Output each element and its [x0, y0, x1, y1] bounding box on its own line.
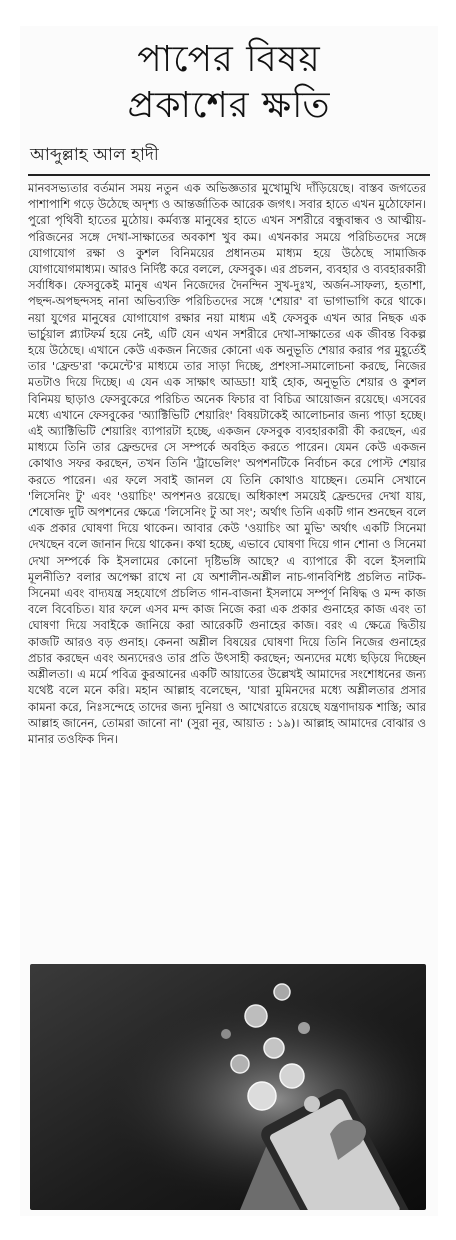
photo-illustration: [30, 964, 426, 1210]
headline-line-1: পাপের বিষয়: [137, 39, 321, 80]
byline-rule: [28, 174, 430, 176]
angry-face-icon: [231, 1055, 249, 1073]
sad-face-icon: [280, 1064, 304, 1088]
smiley-icon: [264, 1038, 284, 1058]
article-body: মানবসভ্যতার বর্তমান সময় নতুন এক অভিজ্ঞতার মুখোমুখি দাঁড়িয়েছে। বাস্তব জগতের পাশাপাশি গড়ে উঠেছে অদৃশ্য ও আন্তর্জাতিক আরেক জগৎ। সবার হাতে এখন মুঠোফোন। পুরো পৃথিবী হাতের মুঠোয়। কর্মব্যস্ত মানুষের হাতে এখন সশরীরে বন্ধুবান্ধব ও আত্মীয়-পরিজনের সঙ্গে দেখা-সাক্ষাতের অবকাশ খুব কম। এখনকার সময়ে পরিচিতদের সঙ্গে যোগাযোগ রক্ষা ও কুশল বিনিময়ের প্রধানতম মাধ্যম হয়ে উঠেছে সামাজিক যোগাযোগমাধ্যম। আরও নির্দিষ্ট করে বললে, ফেসবুক। এর প্রচলন, ব্যবহার ও ব্যবহারকারী সর্বাধিক। ফেসবুকেই মানুষ এখন নিজেদের দৈনন্দিন সুখ-দুঃখ, অর্জন-সাফল্য, হতাশা, পছন্দ-অপছন্দসহ নানা অভিব্যক্তি পরিচিতদের সঙ্গে 'শেয়ার' বা ভাগাভাগি করে থাকে। নয়া যুগের মানুষের যোগাযোগ রক্ষার নয়া মাধ্যম এই ফেসবুক এখন আর নিছক এক ভার্চুয়াল প্ল্যাটফর্ম হয়ে নেই, এটি যেন এখন সশরীরে দেখা-সাক্ষাতের এক জীবন্ত বিকল্প হয়ে উঠেছে। এখানে কেউ একজন নিজের কোনো এক অনুভূতি শেয়ার করার পর মুহূর্তেই তার 'ফ্রেন্ড'রা 'কমেন্টে'র মাধ্যমে তার সাড়া দিচ্ছে, প্রশংসা-সমালোচনা করছে, নিজের মতটাও দিয়ে দিচ্ছে। এ যেন এক সাক্ষাৎ আড্ডা! যাই হোক, অনুভূতি শেয়ার ও কুশল বিনিময় ছাড়াও ফেসবুকেরে পরিচিত অনেক ফিচার বা বিচিত্র আয়োজন রয়েছে। এসবের মধ্যে এখানে ফেসবুকের 'অ্যাক্টিভিটি শেয়ারিং' বিষয়টাকেই আলোচনার জন্য পাড়া হচ্ছে। এই অ্যাক্টিভিটি শেয়ারিং ব্যাপারটা হচ্ছে, একজন ফেসবুক ব্যবহারকারী কী করছেন, এর মাধ্যমে তিনি তার ফ্রেন্ডদের সে সম্পর্কে অবহিত করতে পারেন। যেমন কেউ একজন কোথাও সফর করছেন, তখন তিনি 'ট্রাভেলিং' অপশনটিকে নির্বাচন করে পোস্ট শেয়ার করতে পারেন। এর ফলে সবাই জানল যে তিনি কোথাও যাচ্ছেন। তেমনি সেখানে 'লিসেনিং টু' এবং 'ওয়াচিং' অপশনও রয়েছে। অধিকাংশ সময়েই ফ্রেন্ডদের দেখা যায়, শেষোক্ত দুটি অপশনের ক্ষেত্রে 'লিসেনিং টু আ সং'; অর্থাৎ তিনি একটি গান শুনছেন বলে এক প্রকার ঘোষণা দিয়ে থাকেন। আবার কেউ 'ওয়াচিং আ মুভি' অর্থাৎ একটি সিনেমা দেখছেন বলে জানান দিয়ে থাকেন। কথা হচ্ছে, এভাবে ঘোষণা দিয়ে গান শোনা ও সিনেমা দেখা সম্পর্কে কি ইসলামের কোনো দৃষ্টিভঙ্গি আছে? এ ব্যাপারে কী বলে ইসলামি মূলনীতি? বলার অপেক্ষা রাখে না যে অশালীন-অশ্লীল নাচ-গানবিশিষ্ট প্রচলিত নাটক-সিনেমা এবং বাদ্যযন্ত্র সহযোগে প্রচলিত গান-বাজনা ইসলামে সম্পূর্ণ নিষিদ্ধ ও মন্দ কাজ বলে বিবেচিত। যার ফলে এসব মন্দ কাজ নিজে করা এক প্রকার গুনাহের কাজ এবং তা ঘোষণা দিয়ে সবাইকে জানিয়ে করা আরেকটি গুনাহের কাজ। বরং এ ক্ষেত্রে দ্বিতীয় কাজটি আরও বড় গুনাহ। কেননা অশ্লীল বিষয়ের ঘোষণা দিয়ে তিনি নিজের গুনাহের প্রচার করছেন এবং অন্যদেরও তার প্রতি উৎসাহী করছেন; অন্যদের মধ্যে ছড়িয়ে দিচ্ছেন অশ্লীলতা। এ মর্মে পবিত্র কুরআনের একটি আয়াতের উল্লেখই আমাদের সংশোধনের জন্য যথেষ্ট বলে মনে করি। মহান আল্লাহ বলেছেন, 'যারা মুমিনদের মধ্যে অশ্লীলতার প্রসার কামনা করে, নিঃসন্দেহে তাদের জন্য দুনিয়া ও আখেরাতে রয়েছে যন্ত্রণাদায়ক শাস্তি; আর আল্লাহ জানেন, তোমরা জানো না' (সুরা নূর, আয়াত : ১৯)। আল্লাহ আমাদের বোঝার ও মানার তওফিক দিন।: [28, 181, 426, 746]
newspaper-clipping: [20, 26, 438, 1216]
heart-icon: [274, 984, 290, 1000]
thumbs-up-icon: [245, 1005, 267, 1027]
byline: আব্দুল্লাহ আল হাদী: [30, 145, 159, 165]
article-photo: [30, 964, 426, 1210]
headline-line-2: প্রকাশের ক্ষতি: [127, 85, 331, 126]
surprised-face-icon: [248, 1082, 276, 1110]
